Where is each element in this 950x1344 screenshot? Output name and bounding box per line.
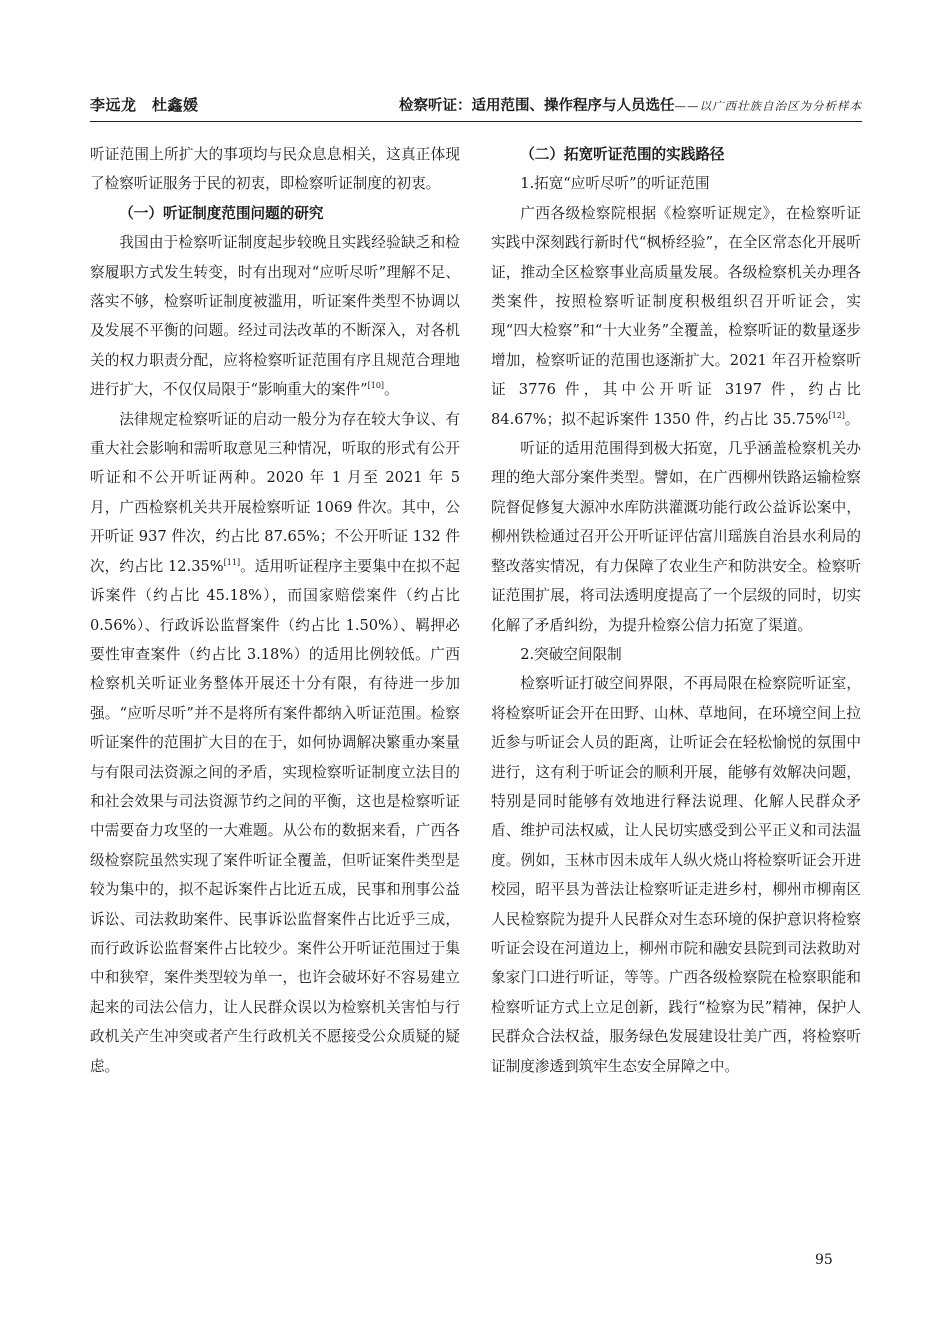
paragraph-text: 我国由于检察听证制度起步较晚且实践经验缺乏和检察履职方式发生转变，时有出现对“应听尽听”理解不足、落实不够，检察听证制度被滥用，听证案件类型不协调以及发展不平衡的问题。经过司法改革的不断深入，对各机关的权力职责分配，应将检察听证范围有序且规范合理地进行扩大，不仅仅局限于“影响重大的案件” (90, 234, 460, 399)
header-rule (90, 121, 862, 122)
citation-ref: [10] (367, 381, 385, 391)
paragraph-statistics (90, 405, 460, 1081)
paragraph-end: 。 (844, 410, 860, 428)
running-title (399, 94, 862, 115)
running-header (90, 92, 862, 118)
running-title-subtitle: ——以广西壮族自治区为分析样本 (674, 99, 862, 113)
subsection-heading-1: 1.拓宽“应听尽听”的听证范围 (520, 175, 710, 193)
paragraph-text: 法律规定检察听证的启动一般分为存在较大争议、有重大社会影响和需听取意见三种情况，听取的形式有公开听证和不公开听证两种。2020 年 1 月至 2021 年 5 月，广西检察机关共开展检察听证 1069 件次。其中，公开听证 937 件次，约占比 87.65%；不公开听证 132 件次，约占比 12.35% (90, 410, 460, 575)
paragraph-space-limits: 检察听证打破空间界限，不再局限在检察院听证室，将检察听证会开在田野、山林、草地间，在环境空间上拉近参与听证会人员的距离，让听证会在轻松愉悦的氛围中进行，这有利于听证会的顺利开展，能够有效解决问题，特别是同时能够有效地进行释法说理、化解人民群众矛盾、维护司法权威，让人民切实感受到公平正义和司法温度。例如，玉林市因未成年人纵火烧山将检察听证会开进校园，昭平县为普法让检察听证走进乡村，柳州市柳南区人民检察院为提升人民群众对生态环境的保护意识将检察听证会设在河道边上，柳州市院和融安县院到司法救助对象家门口进行听证，等等。广西各级检察院在检察职能和检察听证方式上立足创新，践行“检察为民”精神，保护人民群众合法权益，服务绿色发展建设壮美广西，将检察听证制度渗透到筑牢生态安全屏障之中。 (491, 675, 861, 1075)
paragraph-guangxi-practice (491, 199, 861, 434)
paragraph-background (90, 228, 460, 404)
right-column (491, 140, 861, 1081)
left-column (90, 140, 460, 1081)
section-heading-paths: （二）拓宽听证范围的实践路径 (520, 146, 725, 163)
citation-ref: [12] (828, 410, 845, 420)
paragraph-scope-expansion: 听证的适用范围得到极大拓宽，几乎涵盖检察机关办理的绝大部分案件类型。譬如，在广西柳州铁路运输检察院督促修复大源冲水库防洪灌溉功能行政公益诉讼案中，柳州铁检通过召开公开听证评估富川瑶族自治县水利局的整改落实情况，有力保障了农业生产和防洪安全。检察听证范围扩展，将司法透明度提高了一个层级的同时，切实化解了矛盾纠纷，为提升检察公信力拓宽了渠道。 (491, 440, 861, 634)
page-number: 95 (815, 1252, 833, 1268)
paragraph-end: 。 (384, 381, 399, 399)
citation-ref: [11] (223, 557, 241, 567)
paragraph-continued: 听证范围上所扩大的事项均与民众息息相关，这真正体现了检察听证服务于民的初衷，即检察听证制度的初衷。 (90, 146, 460, 193)
author-names: 李远龙 杜鑫媛 (90, 96, 199, 114)
subsection-heading-2: 2.突破空间限制 (520, 645, 622, 663)
paragraph-text: 广西各级检察院根据《检察听证规定》，在检察听证实践中深刻践行新时代“枫桥经验”，在全区常态化开展听证，推动全区检察事业高质量发展。各级检察机关办理各类案件，按照检察听证制度积极组织召开听证会，实现“四大检察”和“十大业务”全覆盖，检察听证的数量逐步增加，检察听证的范围也逐渐扩大。2021 年召开检察听证 3776 件，其中公开听证 3197 件，约占比 84.67%；拟不起诉案件 1350 件，约占比 35.75% (491, 204, 861, 428)
running-title-main: 检察听证：适用范围、操作程序与人员选任 (399, 98, 675, 114)
section-heading-research: （一）听证制度范围问题的研究 (119, 204, 324, 222)
paragraph-text-cont: 。适用听证程序主要集中在拟不起诉案件（约占比 45.18%），而国家赔偿案件（约占比 0.56%）、行政诉讼监督案件（约占比 1.50%）、羁押必要性审查案件（约占比 3.18%）的适用比例较低。广西检察机关听证业务整体开展还十分有限，有待进一步加强。“应听尽听”并不是将所有案件都纳入听证范围。检察听证案件的范围扩大目的在于，如何协调解决繁重办案量与有限司法资源之间的矛盾，实现检察听证制度立法目的和社会效果与司法资源节约之间的平衡，这也是检察听证中需要奋力攻坚的一大难题。从公布的数据来看，广西各级检察院虽然实现了案件听证全覆盖，但听证案件类型是较为集中的，拟不起诉案件占比近五成，民事和刑事公益诉讼、司法救助案件、民事诉讼监督案件占比近乎三成，而行政诉讼监督案件占比较少。案件公开听证范围过于集中和狭窄，案件类型较为单一，也许会破坏好不容易建立起来的司法公信力，让人民群众误以为检察机关害怕与行政机关产生冲突或者产生行政机关不愿接受公众质疑的疑虑。 (90, 557, 460, 1075)
